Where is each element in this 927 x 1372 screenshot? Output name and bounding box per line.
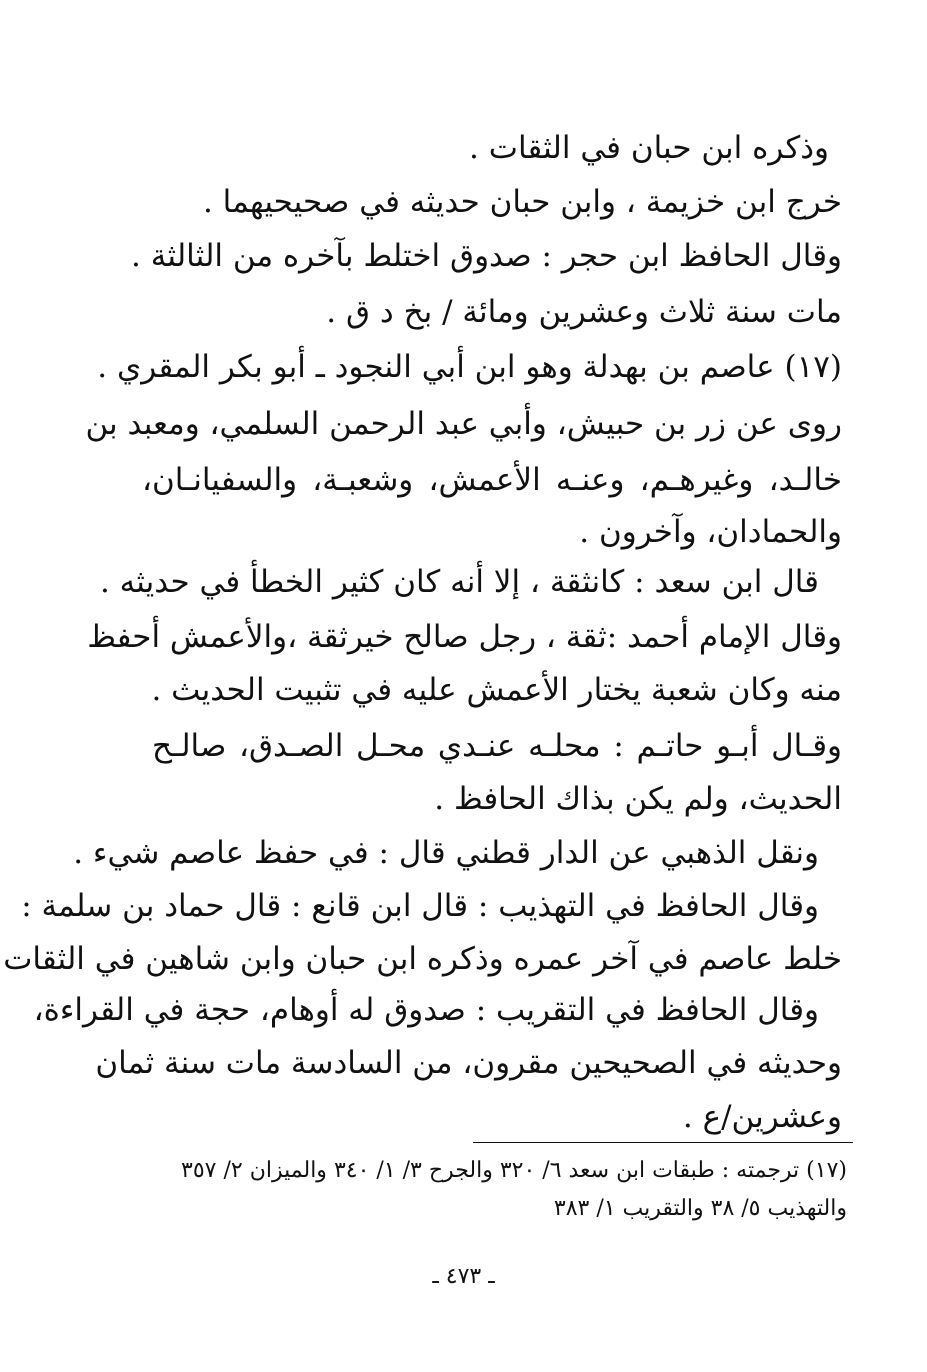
footnote-line: (١٧) ترجمته : طبقات ابن سعد ٦/ ٣٢٠ والجرح ٣/ ١/ ٣٤٠ والميزان ٢/ ٣٥٧ [181,1158,847,1183]
text-line: وعشرين/ع . [682,1099,842,1135]
text-line: خالـد، وغيرهـم، وعنـه الأعمش، وشعبـة، والسفيانـان، [142,462,842,498]
page-number: ـ ٤٧٣ ـ [432,1264,495,1289]
text-line: وذكره ابن حبان في الثقات . [469,130,829,166]
text-line: وقال الحافظ في التقريب : صدوق له أوهام، حجة في القراءة، [33,992,819,1028]
text-line: منه وكان شعبة يختار الأعمش عليه في تثبيت الحديث . [151,672,842,708]
footnote-line: والتهذيب ٥/ ٣٨ والتقريب ١/ ٣٨٣ [553,1196,847,1221]
text-line: وحديثه في الصحيحين مقرون، من السادسة مات سنة ثمان [95,1045,842,1081]
text-line: وقال الإمام أحمد :ثقة ، رجل صالح خيرثقة ،والأعمش أحفظ [87,619,842,655]
text-line: وقال الحافظ ابن حجر : صدوق اختلط بآخره من الثالثة . [131,238,842,274]
footnote-separator [473,1142,853,1143]
text-line: خلط عاصم في آخر عمره وذكره ابن حبان وابن شاهين في الثقات [3,941,842,977]
text-line: مات سنة ثلاث وعشرين ومائة / بخ د ق . [326,294,842,330]
text-line: وقال الحافظ في التهذيب : قال ابن قانع : قال حماد بن سلمة : [21,888,819,924]
text-line: والحمادان، وآخرون . [579,514,842,550]
text-line: خرج ابن خزيمة ، وابن حبان حديثه في صحيحيهما . [202,184,842,220]
text-line: روى عن زر بن حبيش، وأبي عبد الرحمن السلمي، ومعبد بن [85,406,842,442]
text-line: الحديث، ولم يكن بذاك الحافظ . [434,781,842,817]
text-line: ونقل الذهبي عن الدار قطني قال : في حفظ عاصم شيء . [73,835,819,871]
entry-heading: (١٧) عاصم بن بهدلة وهو ابن أبي النجود ـ أبو بكر المقري . [97,349,842,385]
text-line: قال ابن سعد : كانثقة ، إلا أنه كان كثير الخطأ في حديثه . [99,564,819,600]
text-line: وقـال أبـو حاتـم : محلـه عنـدي محـل الصـدق، صالـح [152,728,842,764]
